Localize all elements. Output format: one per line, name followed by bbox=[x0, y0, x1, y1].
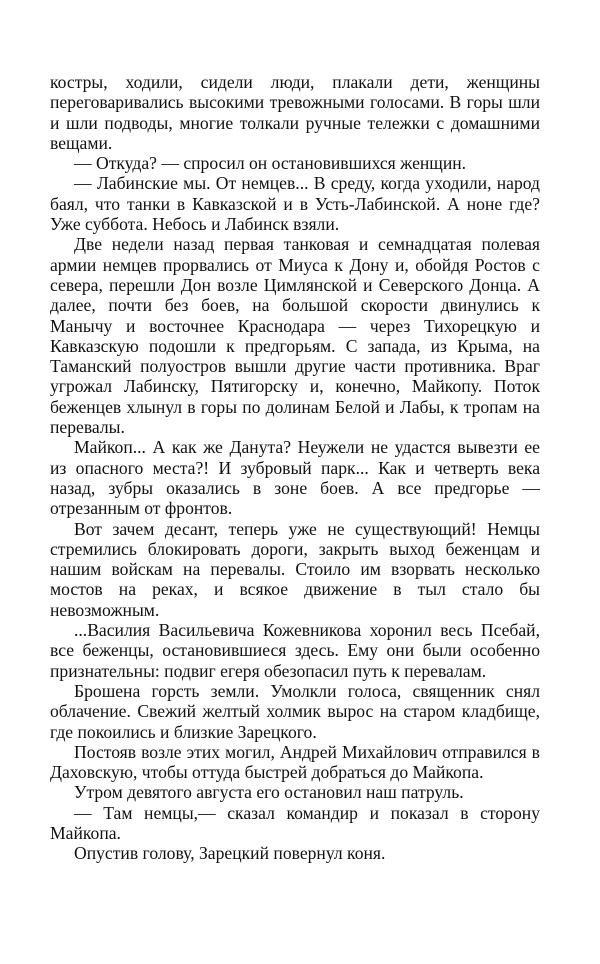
paragraph-1: костры, ходили, сидели люди, плакали дети, женщины переговаривались высокими тревожными голосами. В горы шли и шли подводы, многие толкали ручные тележки с домашними вещами. bbox=[50, 72, 540, 153]
paragraph-4: Две недели назад первая танковая и семнадцатая полевая армии немцев прорвались от Миуса к Дону и, обойдя Ростов с севера, перешли Дон возле Цимлянской и Северского Донца. А далее, почти без боев, на большой скорости двинулись к Манычу и восточнее Краснодара — через Тихорецкую и Кавказскую подошли к предгорьям. С запада, из Крыма, на Таманский полуостров вышли другие части противника. Враг угрожал Лабинску, Пятигорску и, конечно, Майкопу. Поток беженцев хлынул в горы по долинам Белой и Лабы, к тропам на перевалы. bbox=[50, 234, 540, 438]
paragraph-9: Постояв возле этих могил, Андрей Михайлович отправился в Даховскую, чтобы оттуда быстрей добраться до Майкопа. bbox=[50, 741, 540, 783]
paragraph-8: Брошена горсть земли. Умолкли голоса, священник снял облачение. Свежий желтый холмик вырос на старом кладбище, где покоились и близкие Зарецкого. bbox=[50, 680, 540, 742]
paragraph-12: Опустив голову, Зарецкий повернул коня. bbox=[74, 843, 386, 864]
paragraph-6: Вот зачем десант, теперь уже не существующий! Немцы стремились блокировать дороги, закрыть выход беженцам и нашим войскам на перевалы. Стоило им взорвать несколько мостов на реках, и всякое движение в тыл стало бы невозможным. bbox=[50, 518, 540, 620]
paragraph-11: — Там немцы,— сказал командир и показал в сторону Майкопа. bbox=[50, 802, 540, 843]
paragraph-3: — Лабинские мы. От немцев... В среду, когда уходили, народ баял, что танки в Кавказской и в Усть-Лабинской. А ноне где? Уже суббота. Небось и Лабинск взяли. bbox=[50, 173, 540, 235]
paragraph-2: — Откуда? — спросил он остановившихся женщин. bbox=[74, 153, 467, 174]
paragraph-5: Майкоп... А как же Данута? Неужели не удастся вывезти ее из опасного места?! И зубровый парк... Как и четверть века назад, зубры оказались в зоне боев. А все предгорье — отрезанным от фронтов. bbox=[50, 437, 540, 519]
book-page bbox=[50, 72, 540, 864]
paragraph-10: Утром девятого августа его остановил наш патруль. bbox=[74, 782, 464, 803]
paragraph-7: ...Василия Васильевича Кожевникова хоронил весь Псебай, все беженцы, остановившиеся здесь. Ему они были особенно признательны: подвиг егеря обезопасил путь к перевалам. bbox=[50, 620, 540, 681]
